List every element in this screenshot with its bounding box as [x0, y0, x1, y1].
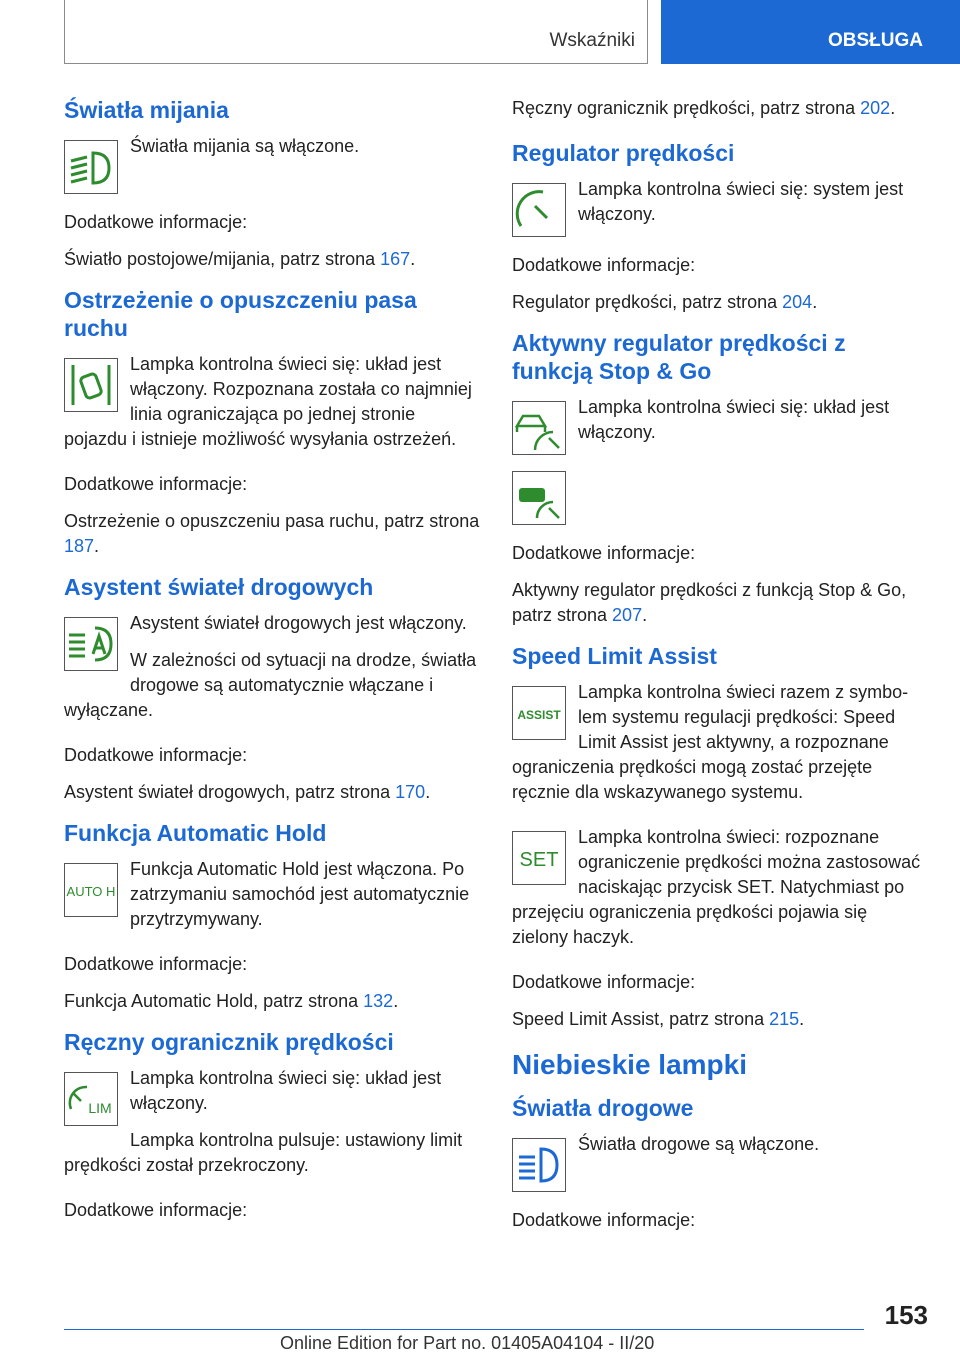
section-desc: Lampka kontrolna świeci się: układ jest włączony. Rozpoznana została co najmniej linia ograniczająca po jednej stronie pojazdu i istnieje możliwość wysyłania ostrzeżeń. [64, 354, 472, 449]
reference-line: Światło postojowe/mijania, patrz strona 167. [64, 249, 416, 269]
lane-departure-icon [64, 358, 118, 412]
more-info-label: Dodatkowe informacje: [64, 212, 248, 232]
footer-divider [64, 1329, 864, 1330]
section-desc: Światła mijania są włączone. [130, 136, 360, 156]
high-beam-icon [512, 1138, 566, 1192]
indicator-block [512, 825, 928, 962]
more-info-label: Dodatkowe informacje: [64, 1200, 248, 1220]
header-tab-label: OBSŁUGA [828, 30, 923, 51]
more-info-label: Dodatkowe informacje: [512, 255, 696, 275]
section-desc-2: W zależności od sytuacji na drodze, światła drogowe są automatycznie włączane i wyłączane. [64, 650, 477, 720]
footer-edition: Online Edition for Part no. 01405A04104 - II/20 [280, 1333, 655, 1353]
section-title: Ostrzeżenie o opuszczeniu pasa ruchu [64, 287, 417, 341]
section-desc-2: Lampka kontrolna świeci: rozpoznane ograniczenie prędkości można zastosować naciskając przycisk SET. Natychmiast po przejęciu ograniczenia prędkości pojawia się zielony haczyk. [512, 827, 921, 947]
acc-stop-go-icon [512, 401, 566, 455]
page-link[interactable]: 132 [363, 991, 394, 1011]
indicator-block [64, 1066, 480, 1190]
more-info-label: Dodatkowe informacje: [512, 543, 696, 563]
section-title: Speed Limit Assist [512, 643, 717, 669]
reference-line: Asystent świateł drogowych, patrz strona 170. [64, 782, 431, 802]
header-tab[interactable] [661, 0, 960, 64]
more-info-label: Dodatkowe informacje: [512, 972, 696, 992]
page-link[interactable]: 187 [64, 536, 95, 556]
page-link[interactable]: 204 [782, 292, 813, 312]
section-desc: Lampka kontrolna świeci się: system jest włączony. [578, 179, 904, 224]
section-desc-2: Lampka kontrolna pulsuje: ustawiony limit prędkości został przekroczony. [64, 1130, 463, 1175]
reference-line: Funkcja Automatic Hold, patrz strona 132. [64, 991, 399, 1011]
svg-text:SET: SET [519, 849, 559, 871]
section-title: Funkcja Automatic Hold [64, 820, 327, 846]
page-link[interactable]: 167 [380, 249, 411, 269]
reference-line: Regulator prędkości, patrz strona 204. [512, 292, 818, 312]
reference-line: Ostrzeżenie o opuszczeniu pasa ruchu, patrz strona 187. [64, 511, 480, 556]
svg-text:ASSIST: ASSIST [517, 708, 561, 722]
low-beam-icon [64, 140, 118, 194]
svg-text:LIM: LIM [88, 1100, 112, 1116]
indicator-block [512, 680, 928, 817]
indicator-block [512, 177, 928, 245]
auto-hold-icon [64, 863, 118, 917]
section-desc: Asystent świateł drogowych jest włączony. [130, 613, 467, 633]
indicator-block [512, 471, 928, 533]
more-info-label: Dodatkowe informacje: [64, 745, 248, 765]
page-number: 153 [884, 1300, 928, 1330]
svg-text:AUTO H: AUTO H [66, 884, 116, 899]
acc-stop-go-vehicle-icon [512, 471, 566, 525]
section-desc: Lampka kontrolna świeci się: układ jest włączony. [578, 397, 890, 442]
reference-line: Ręczny ogranicznik prędkości, patrz strona 202. [512, 98, 896, 118]
more-info-label: Dodatkowe informacje: [512, 1210, 696, 1230]
section-title: Asystent świateł drogowych [64, 574, 374, 600]
section-desc: Światła drogowe są włączone. [578, 1134, 820, 1154]
indicator-block [512, 395, 928, 463]
speed-limiter-icon [64, 1072, 118, 1126]
section-title: Aktywny regulator prędkości z funkcją Stop & Go [512, 330, 846, 384]
section-title: Światła mijania [64, 97, 229, 123]
chapter-heading: Niebieskie lampki [512, 1049, 748, 1080]
indicator-block [64, 611, 480, 735]
indicator-block [512, 1132, 928, 1200]
indicator-block [64, 134, 480, 202]
section-desc: Lampka kontrolna świeci razem z symbolem systemu regulacji prędkości: Speed Limit Assist jest aktywny, a rozpoznane ograniczenia prędkości mogą zostać przejęte ręcznie dla wskazywanego systemu. [512, 682, 909, 802]
page-link[interactable]: 207 [612, 605, 643, 625]
cruise-control-icon [512, 183, 566, 237]
indicator-block [64, 857, 480, 944]
more-info-label: Dodatkowe informacje: [64, 474, 248, 494]
left-column [64, 96, 480, 1235]
reference-line: Aktywny regulator prędkości z funkcją Stop & Go, patrz strona 207. [512, 580, 907, 625]
set-icon [512, 831, 566, 885]
page-link[interactable]: 170 [395, 782, 426, 802]
assist-icon [512, 686, 566, 740]
high-beam-assist-icon [64, 617, 118, 671]
header-section-box [64, 0, 648, 64]
section-title: Ręczny ogranicznik prędkości [64, 1029, 394, 1055]
more-info-label: Dodatkowe informacje: [64, 954, 248, 974]
section-title: Regulator prędkości [512, 140, 735, 166]
right-column [512, 96, 928, 1245]
header-section-label: Wskaźniki [549, 30, 635, 51]
section-title: Światła drogowe [512, 1095, 694, 1121]
page-link[interactable]: 215 [769, 1009, 800, 1029]
section-desc: Funkcja Automatic Hold jest włączona. Po zatrzymaniu samochód jest automatycznie przytrzymywany. [130, 859, 470, 929]
reference-line: Speed Limit Assist, patrz strona 215. [512, 1009, 805, 1029]
page-link[interactable]: 202 [860, 98, 891, 118]
indicator-block [64, 352, 480, 464]
section-desc: Lampka kontrolna świeci się: układ jest włączony. [130, 1068, 442, 1113]
